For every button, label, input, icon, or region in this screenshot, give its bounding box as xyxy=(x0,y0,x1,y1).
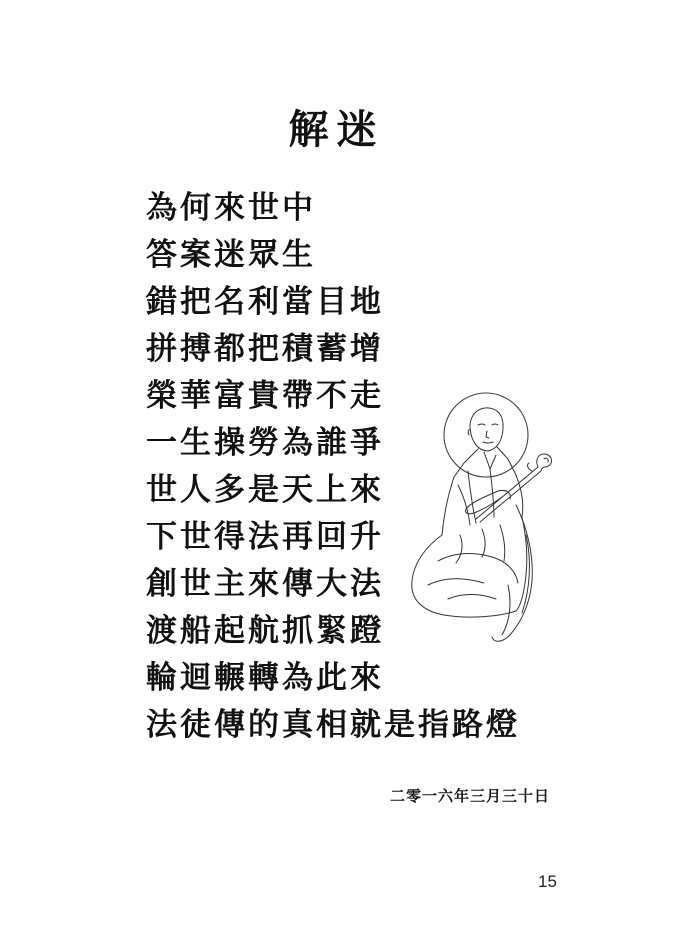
poem-date: 二零一六年三月三十日 xyxy=(390,787,551,805)
poem-line: 拼搏都把積蓄增 xyxy=(146,331,384,367)
poem-line: 答案迷眾生 xyxy=(146,237,316,273)
poem-line: 世人多是天上來 xyxy=(146,472,384,508)
poem-line: 法徒傳的真相就是指路燈 xyxy=(146,707,520,743)
poem-line: 一生操勞為誰爭 xyxy=(146,425,384,461)
poem-line: 為何來世中 xyxy=(146,190,316,226)
poem-line: 創世主來傳大法 xyxy=(146,566,384,602)
poem-title: 解迷 xyxy=(288,106,385,153)
poem-line: 渡船起航抓緊蹬 xyxy=(146,613,384,649)
poem-line: 榮華富貴帶不走 xyxy=(146,378,384,414)
poem-line: 輪迴輾轉為此來 xyxy=(146,660,384,696)
poem-line: 錯把名利當目地 xyxy=(146,284,384,320)
monk-illustration xyxy=(398,385,560,647)
page-number: 15 xyxy=(538,872,557,891)
poem-line: 下世得法再回升 xyxy=(146,519,384,555)
